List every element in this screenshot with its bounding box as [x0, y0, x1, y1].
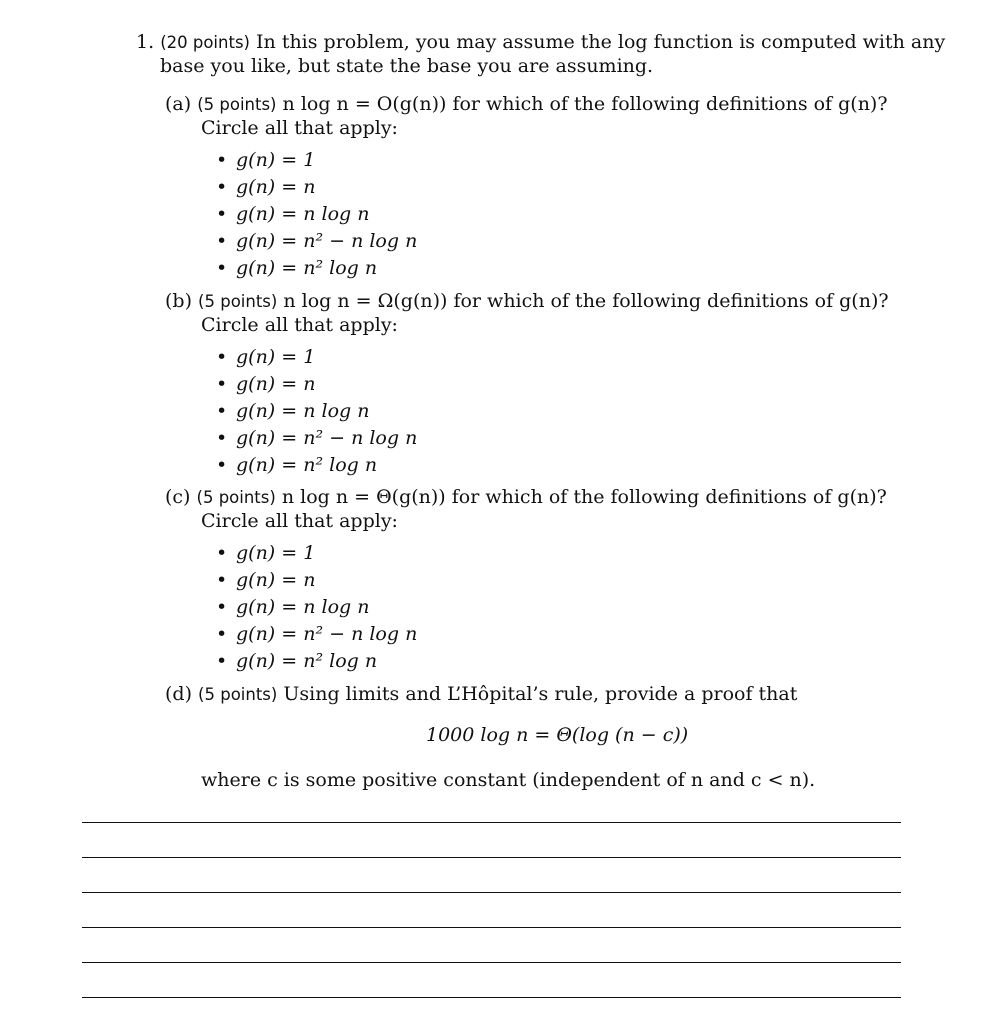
- bullet-icon: •: [216, 257, 228, 279]
- part-b-statement: n log n = Ω(g(n)) for which of the following definitions of g(n)?: [283, 290, 889, 312]
- problem-number: 1.: [136, 31, 155, 53]
- problem-intro-line-1: [136, 30, 945, 55]
- part-c-option-4[interactable]: • g(n) = n² − n log n: [216, 623, 418, 645]
- part-b-option-4[interactable]: • g(n) = n² − n log n: [216, 427, 418, 449]
- answer-line-6[interactable]: [82, 997, 901, 998]
- bullet-icon: •: [216, 176, 228, 198]
- part-b-option-1[interactable]: • g(n) = 1: [216, 346, 316, 368]
- part-b-option-3[interactable]: • g(n) = n log n: [216, 400, 370, 422]
- part-b-points: (5 points): [198, 292, 278, 311]
- bullet-icon: •: [216, 149, 228, 171]
- bullet-icon: •: [216, 346, 228, 368]
- part-a-statement: n log n = O(g(n)) for which of the following definitions of g(n)?: [282, 93, 888, 115]
- part-c-points: (5 points): [196, 488, 276, 507]
- part-c-label: (c): [165, 486, 191, 508]
- part-c-option-5[interactable]: • g(n) = n² log n: [216, 650, 378, 672]
- bullet-icon: •: [216, 623, 228, 645]
- answer-line-1[interactable]: [82, 822, 901, 823]
- part-d-label: (d): [165, 683, 192, 705]
- part-c-option-3[interactable]: • g(n) = n log n: [216, 596, 370, 618]
- part-a-option-3[interactable]: • g(n) = n log n: [216, 203, 370, 225]
- part-d-equation: 1000 log n = Θ(log (n − c)): [426, 724, 689, 746]
- answer-line-2[interactable]: [82, 857, 901, 858]
- part-b-label: (b): [165, 290, 192, 312]
- part-c-heading: [165, 485, 887, 510]
- part-b-option-2[interactable]: • g(n) = n: [216, 373, 316, 395]
- problem-intro-text-1: In this problem, you may assume the log function is computed with any: [256, 31, 946, 53]
- part-a-instruction: Circle all that apply:: [201, 117, 398, 139]
- bullet-icon: •: [216, 203, 228, 225]
- part-a-option-1[interactable]: • g(n) = 1: [216, 149, 316, 171]
- part-a-option-5[interactable]: • g(n) = n² log n: [216, 257, 378, 279]
- part-c-option-1[interactable]: • g(n) = 1: [216, 542, 316, 564]
- part-c-option-2[interactable]: • g(n) = n: [216, 569, 316, 591]
- part-d-statement: Using limits and L’Hôpital’s rule, provide a proof that: [283, 683, 798, 705]
- answer-line-3[interactable]: [82, 892, 901, 893]
- bullet-icon: •: [216, 569, 228, 591]
- part-b-instruction: Circle all that apply:: [201, 314, 398, 336]
- part-d-heading: [165, 682, 797, 707]
- part-a-option-4[interactable]: • g(n) = n² − n log n: [216, 230, 418, 252]
- bullet-icon: •: [216, 230, 228, 252]
- part-d-points: (5 points): [198, 685, 278, 704]
- part-b-heading: [165, 289, 889, 314]
- problem-intro-line-2: base you like, but state the base you are assuming.: [160, 55, 654, 77]
- part-a-heading: [165, 92, 888, 117]
- bullet-icon: •: [216, 596, 228, 618]
- part-a-option-2[interactable]: • g(n) = n: [216, 176, 316, 198]
- part-c-statement: n log n = Θ(g(n)) for which of the following definitions of g(n)?: [281, 486, 887, 508]
- bullet-icon: •: [216, 542, 228, 564]
- part-b-option-5[interactable]: • g(n) = n² log n: [216, 454, 378, 476]
- bullet-icon: •: [216, 373, 228, 395]
- part-d-note: where c is some positive constant (independent of n and c < n).: [201, 769, 816, 791]
- part-a-label: (a): [165, 93, 192, 115]
- answer-line-5[interactable]: [82, 962, 901, 963]
- bullet-icon: •: [216, 650, 228, 672]
- bullet-icon: •: [216, 454, 228, 476]
- problem-points: (20 points): [160, 33, 250, 52]
- answer-line-4[interactable]: [82, 927, 901, 928]
- bullet-icon: •: [216, 400, 228, 422]
- part-a-points: (5 points): [197, 95, 277, 114]
- part-c-instruction: Circle all that apply:: [201, 510, 398, 532]
- bullet-icon: •: [216, 427, 228, 449]
